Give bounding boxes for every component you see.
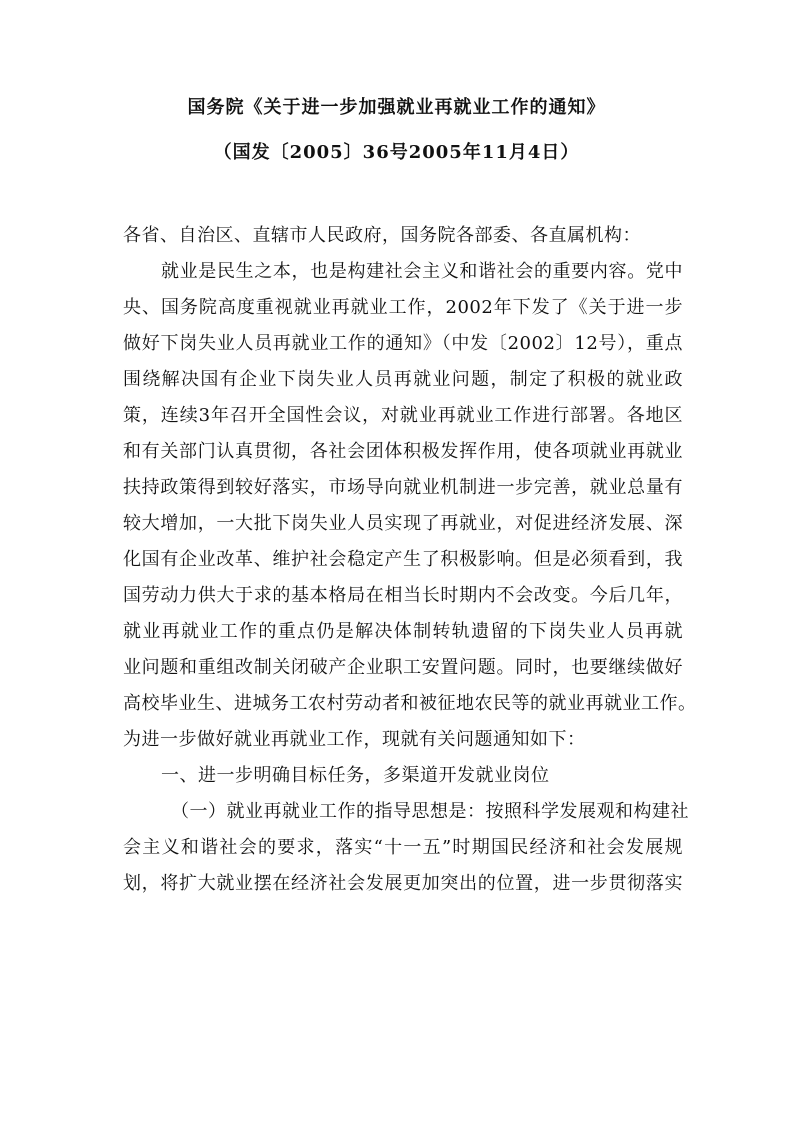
section-heading: 一、进一步明确目标任务，多渠道开发就业岗位 [161,765,550,786]
paragraph-line: 高校毕业生、进城务工农村劳动者和被征地农民等的就业再就业工作。 [123,693,697,714]
paragraph-line: 化国有企业改革、维护社会稳定产生了积极影响。但是必须看到，我 [123,549,683,570]
paragraph-line: 扶持政策得到较好落实，市场导向就业机制进一步完善，就业总量有 [123,477,683,498]
paragraph-line: （一）就业再就业工作的指导思想是：按照科学发展观和构建社 [171,801,689,822]
paragraph-line: 和有关部门认真贯彻，各社会团体积极发挥作用，使各项就业再就业 [123,441,683,462]
paragraph-line: 为进一步做好就业再就业工作，现就有关问题通知如下： [123,729,586,750]
paragraph-line: 围绕解决国有企业下岗失业人员再就业问题，制定了积极的就业政 [123,369,683,390]
paragraph-line: 策，连续3年召开全国性会议，对就业再就业工作进行部署。各地区 [123,405,683,426]
paragraph-line: 会主义和谐社会的要求，落实“十一五”时期国民经济和社会发展规 [123,837,683,858]
paragraph-line: 央、国务院高度重视就业再就业工作，2002年下发了《关于进一步 [123,297,683,318]
document-subtitle: （国发〔2005〕36号2005年11月4日） [213,142,580,163]
paragraph-line: 做好下岗失业人员再就业工作的通知》（中发〔2002〕12号），重点 [123,333,683,354]
paragraph-line: 业问题和重组改制关闭破产企业职工安置问题。同时，也要继续做好 [123,657,683,678]
document-title: 国务院《关于进一步加强就业再就业工作的通知》 [187,97,606,118]
salutation: 各省、自治区、直辖市人民政府，国务院各部委、各直属机构： [123,225,641,246]
paragraph-line: 就业是民生之本，也是构建社会主义和谐社会的重要内容。党中 [161,261,683,282]
paragraph-line: 划，将扩大就业摆在经济社会发展更加突出的位置，进一步贯彻落实 [123,873,683,894]
document-body [123,218,697,902]
paragraph-line: 就业再就业工作的重点仍是解决体制转轨遗留的下岗失业人员再就 [123,621,683,642]
paragraph-line: 较大增加，一大批下岗失业人员实现了再就业，对促进经济发展、深 [123,513,683,534]
paragraph-line: 国劳动力供大于求的基本格局在相当长时期内不会改变。今后几年， [123,585,683,606]
